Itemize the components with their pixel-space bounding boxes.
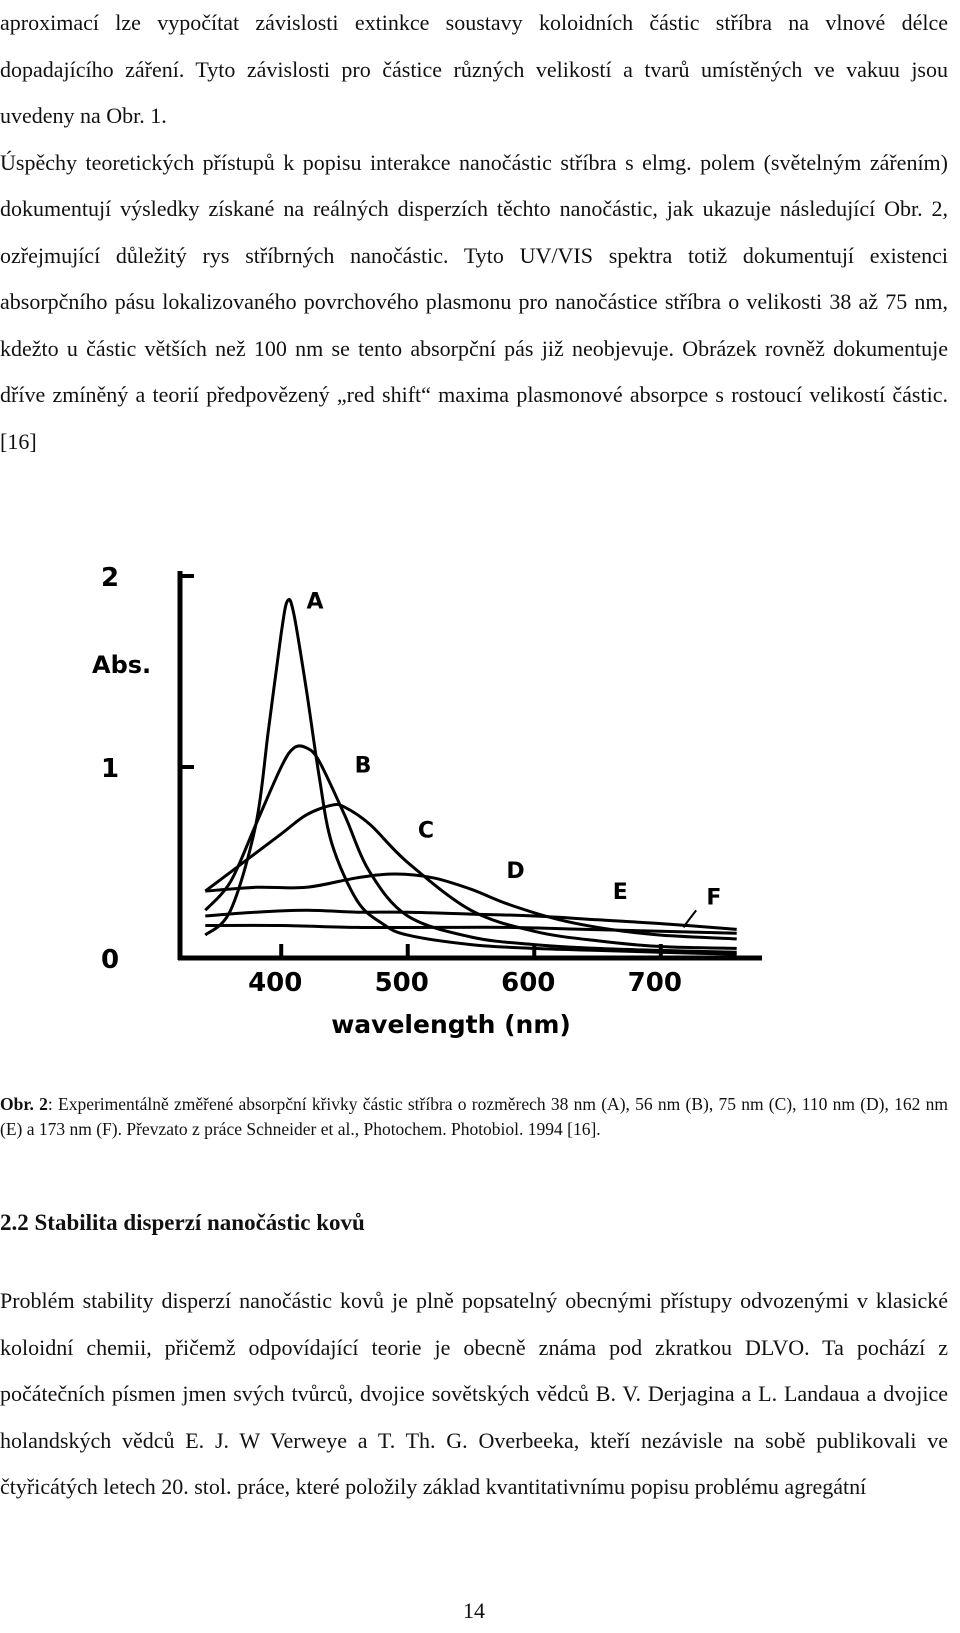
x-tick-label: 600	[501, 968, 556, 998]
caption-text: : Experimentálně změřené absorpční křivky částic stříbra o rozměrech 38 nm (A), 56 nm (B), 75 nm (C), 110 nm (D), 162 nm (E) a 173 nm (F). Převzato z práce Schneider et al., Photochem. Photobiol. 1994 [16].	[0, 1094, 948, 1139]
x-axis-label: wavelength (nm)	[331, 1010, 571, 1039]
x-tick-label: 400	[248, 968, 303, 998]
figure-caption	[0, 1092, 948, 1142]
series-line-f	[205, 925, 736, 933]
series-line-d	[205, 874, 736, 939]
caption-lead: Obr. 2	[0, 1094, 48, 1114]
x-tick-label: 700	[627, 968, 682, 998]
page-number: 14	[463, 1598, 485, 1623]
y-axis-label: Abs.	[92, 651, 152, 679]
section-heading: 2.2 Stabilita disperzí nanočástic kovů	[0, 1210, 365, 1235]
chart-svg	[78, 561, 774, 1076]
series-label-f: F	[706, 885, 722, 911]
y-tick-label: 2	[100, 563, 120, 593]
y-tick-label: 1	[100, 754, 120, 784]
body-paragraph: Problém stability disperzí nanočástic kovů je plně popsatelný obecnými přístupy odvozenými v klasické koloidní chemii, přičemž odpovídající teorie je obecně známa pod zkratkou DLVO. Ta pochází z počátečních písmen jmen svých tvůrců, dvojice sovětských vědců B. V. Derjagina a L. Landaua a dvojice holandských vědců E. J. W Verweye a T. Th. G. Overbeeka, kteří nezávisle na sobě publikovali ve čtyřicátých letech 20. stol. práce, které položily základ kvantitativnímu popisu problému agregátní	[0, 1288, 948, 1499]
paragraph-text: Úspěchy teoretických přístupů k popisu interakce nanočástic stříbra s elmg. polem (světelným zářením) dokumentují výsledky získané na reálných disperzích těchto nanočástic, jak ukazuje následující Obr. 2, ozřejmující důležitý rys stříbrných nanočástic. Tyto UV/VIS spektra totiž dokumentují existenci absorpčního pásu lokalizovaného povrchového plasmonu pro nanočástice stříbra o velikosti 38 až 75 nm, kdežto u částic větších než 100 nm se tento absorpční pás již neobjevuje. Obrázek rovněž dokumentuje dříve zmíněný a teorií předpovězený „red shift“ maxima plasmonové absorpce s rostoucí velikostí částic.[16]	[0, 149, 948, 454]
series-label-b: B	[354, 753, 372, 779]
absorption-chart	[78, 561, 774, 1076]
intro-paragraph	[0, 0, 948, 465]
series-label-a: A	[306, 589, 324, 615]
series-label-c: C	[417, 818, 435, 844]
series-line-b	[205, 746, 736, 952]
chart-text-layer	[92, 563, 721, 1039]
series-label-e: E	[612, 879, 628, 905]
y-tick-label: 0	[100, 945, 120, 975]
x-tick-label: 500	[374, 968, 429, 998]
paragraph-text: aproximací lze vypočítat závislosti extinkce soustavy koloidních částic stříbra na vlnové délce dopadajícího záření. Tyto závislosti pro částice různých velikostí a tvarů umístěných ve vakuu jsou uvedeny na Obr. 1.	[0, 10, 948, 128]
chart-lines	[205, 599, 736, 954]
series-line-a	[205, 599, 736, 954]
series-label-d: D	[506, 858, 525, 884]
